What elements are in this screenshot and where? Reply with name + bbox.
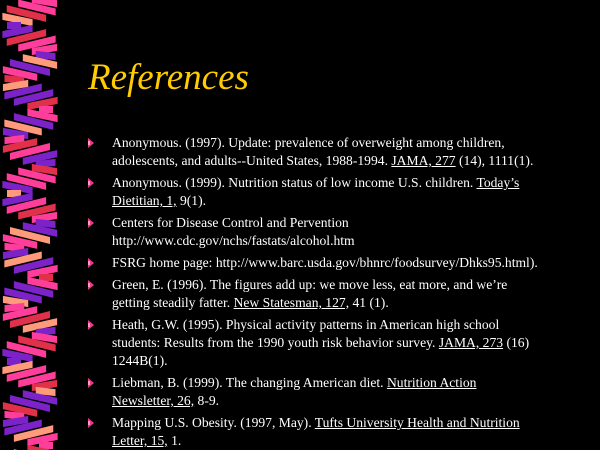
reference-item (88, 214, 588, 250)
reference-text: 1244B(1). (112, 353, 168, 368)
reference-line (112, 316, 588, 334)
reference-source: New Statesman, 127, (233, 295, 350, 310)
reference-item (88, 254, 588, 272)
reference-source: Newsletter, 26, (112, 393, 195, 408)
decorative-ribbon (0, 0, 80, 450)
reference-text: 9(1). (176, 193, 207, 208)
slide-title: References (88, 57, 249, 98)
reference-text: getting steadily fatter. (112, 295, 234, 310)
reference-text: 41 (1). (349, 295, 389, 310)
reference-item (88, 134, 588, 170)
reference-text: adolescents, and adults--United States, 1988-1994. (112, 153, 392, 168)
bullet-icon (88, 178, 94, 188)
reference-line (112, 214, 588, 232)
reference-line (112, 414, 588, 432)
reference-source: Dietitian, 1, (112, 193, 177, 208)
reference-line (112, 152, 588, 170)
reference-line (112, 192, 588, 210)
reference-line (112, 352, 588, 370)
reference-text: Liebman, B. (1999). The changing American diet. (112, 375, 387, 390)
reference-text: students: Results from the 1990 youth risk behavior survey. (112, 335, 439, 350)
reference-line (112, 276, 588, 294)
reference-text: (14), 1111(1). (455, 153, 534, 168)
reference-text: 1. (167, 433, 182, 448)
reference-source: Today’s (476, 175, 520, 190)
reference-text: Anonymous. (1997). Update: prevalence of overweight among children, (112, 135, 505, 150)
reference-line (112, 232, 588, 250)
reference-line (112, 374, 588, 392)
reference-item (88, 174, 588, 210)
reference-text: Heath, G.W. (1995). Physical activity patterns in American high school (112, 317, 500, 332)
reference-source: Letter, 15, (112, 433, 168, 448)
bullet-icon (88, 280, 94, 290)
reference-item (88, 414, 588, 450)
bullet-icon (88, 258, 94, 268)
bullet-icon (88, 218, 94, 228)
reference-line (112, 254, 588, 272)
reference-text: 8-9. (194, 393, 220, 408)
reference-line (112, 432, 588, 450)
bullet-icon (88, 378, 94, 388)
reference-source: Tufts University Health and Nutrition (314, 415, 520, 430)
reference-item (88, 276, 588, 312)
reference-line (112, 392, 588, 410)
reference-item (88, 316, 588, 370)
reference-source: JAMA, 277 (391, 153, 456, 168)
bullet-icon (88, 418, 94, 428)
reference-text: (16) (503, 335, 530, 350)
reference-text: Anonymous. (1999). Nutrition status of low income U.S. children. (112, 175, 477, 190)
reference-line (112, 294, 588, 312)
reference-text: Centers for Disease Control and Pervention (112, 215, 349, 230)
reference-line (112, 334, 588, 352)
reference-list (88, 134, 588, 450)
bullet-icon (88, 138, 94, 148)
bullet-icon (88, 320, 94, 330)
reference-source: JAMA, 273 (438, 335, 504, 350)
reference-line (112, 134, 588, 152)
reference-text: Mapping U.S. Obesity. (1997, May). (112, 415, 315, 430)
reference-text: FSRG home page: http://www.barc.usda.gov/bhnrc/foodsurvey/Dhks95.html). (112, 255, 538, 270)
reference-text: http://www.cdc.gov/nchs/fastats/alcohol.htm (112, 233, 355, 248)
reference-text: Green, E. (1996). The figures add up: we move less, eat more, and we’re (112, 277, 508, 292)
reference-item (88, 374, 588, 410)
reference-line (112, 174, 588, 192)
reference-source: Nutrition Action (386, 375, 477, 390)
